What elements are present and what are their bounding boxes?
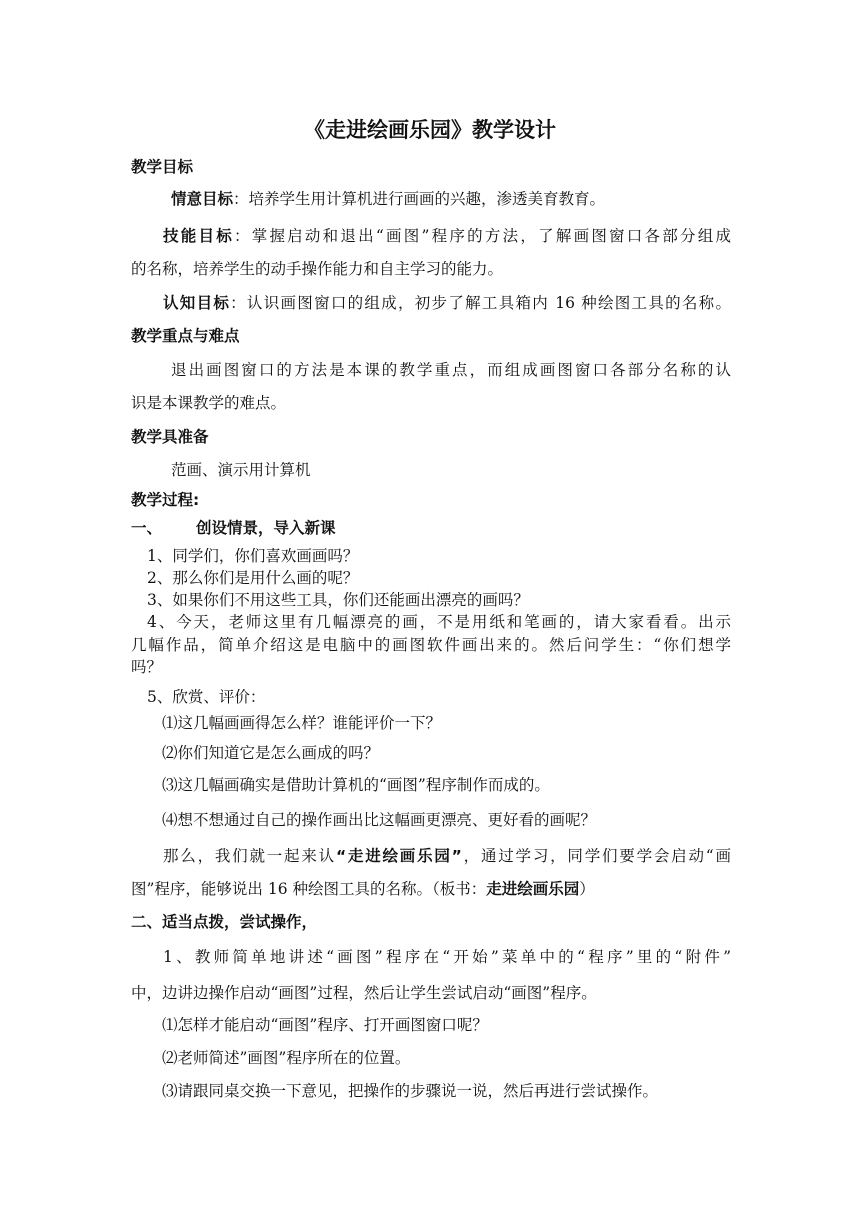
key-points-line2: 识是本课教学的难点。 bbox=[131, 394, 287, 412]
heading-process: 教学过程: bbox=[131, 491, 200, 509]
key-points-line1: 退出画图窗口的方法是本课的教学重点，而组成画图窗口各部分名称的认 bbox=[171, 361, 731, 379]
goal-cognitive bbox=[163, 292, 731, 314]
part1-sub-3: ⑶这几幅画确实是借助计算机的“画图”程序制作而成的。 bbox=[162, 776, 550, 794]
part2-sub-1: ⑴怎样才能启动“画图”程序、打开画图窗口呢？ bbox=[162, 1016, 488, 1034]
goal-emotional-text: ：培养学生用计算机进行画画的兴趣，渗透美育教育。 bbox=[233, 190, 606, 208]
goal-skill-text-a: ：掌握启动和退出“画图”程序的方法，了解画图窗口各部分组成 bbox=[233, 227, 731, 245]
part1-sub-4: ⑷想不想通过自己的操作画出比这幅画更漂亮、更好看的画呢？ bbox=[162, 811, 597, 829]
part1-conclusion-line2 bbox=[131, 878, 731, 900]
part1-heading bbox=[131, 517, 731, 539]
part2-sub-2: ⑵老师简述”画图”程序所在的位置。 bbox=[162, 1049, 411, 1067]
part1-item-4-line3: 吗？ bbox=[131, 658, 163, 676]
conclusion-text-3: 图”程序，能够说出 16 种绘图工具的名称。（板书： bbox=[131, 880, 487, 898]
goal-skill-label: 技能目标 bbox=[163, 227, 234, 245]
part1-item-4-line2: 几幅作品，简单介绍这是电脑中的画图软件画出来的。然后问学生：“你们想学 bbox=[131, 636, 731, 654]
part2-item-1-line2: 中，边讲边操作启动“画图”过程，然后让学生尝试启动“画图”程序。 bbox=[131, 984, 597, 1002]
preparation-text: 范画、演示用计算机 bbox=[171, 461, 311, 479]
goal-emotional-label: 情意目标 bbox=[171, 190, 234, 208]
part2-sub-3: ⑶请跟同桌交换一下意见，把操作的步骤说一说，然后再进行尝试操作。 bbox=[162, 1082, 659, 1100]
goal-cognitive-label: 认知目标 bbox=[163, 294, 231, 312]
conclusion-bold-2: 走进绘画乐园 bbox=[486, 880, 580, 898]
conclusion-bold-1: “走进绘画乐园” bbox=[335, 847, 462, 865]
part1-item-2: 2、那么你们是用什么画的呢？ bbox=[147, 569, 359, 587]
part1-sub-1: ⑴这几幅画画得怎么样？谁能评价一下？ bbox=[162, 714, 442, 732]
part1-item-3: 3、如果你们不用这些工具，你们还能画出漂亮的画吗？ bbox=[147, 591, 529, 609]
heading-teaching-goals: 教学目标 bbox=[131, 158, 194, 176]
goal-cognitive-text: ：认识画图窗口的组成，初步了解工具箱内 16 种绘图工具的名称。 bbox=[230, 294, 731, 312]
part1-item-1: 1、同学们，你们喜欢画画吗？ bbox=[147, 547, 359, 565]
heading-key-points: 教学重点与难点 bbox=[131, 327, 240, 345]
goal-skill-line2: 的名称，培养学生的动手操作能力和自主学习的能力。 bbox=[131, 260, 504, 278]
part2-heading: 二、适当点拨，尝试操作， bbox=[131, 913, 318, 931]
heading-preparation: 教学具准备 bbox=[131, 428, 209, 446]
part1-conclusion-line1 bbox=[163, 845, 731, 867]
conclusion-text-4: ） bbox=[579, 880, 595, 898]
part1-item-4-line1: 4、今天，老师这里有几幅漂亮的画，不是用纸和笔画的，请大家看看。出示 bbox=[147, 613, 731, 631]
part1-title: 创设情景，导入新课 bbox=[196, 519, 336, 537]
goal-skill-line1 bbox=[163, 225, 731, 247]
part1-sub-2: ⑵你们知道它是怎么画成的吗？ bbox=[162, 744, 380, 762]
part1-item-5: 5、欣赏、评价： bbox=[147, 688, 266, 706]
conclusion-text-2: ，通过学习，同学们要学会启动“画 bbox=[461, 847, 731, 865]
part2-item-1-line1: 1、教师简单地讲述“画图”程序在“开始”菜单中的“程序”里的“附件” bbox=[163, 948, 731, 966]
part1-number: 一、 bbox=[131, 519, 163, 537]
document-title: 《走进绘画乐园》教学设计 bbox=[304, 118, 556, 142]
conclusion-text-1: 那么，我们就一起来认 bbox=[163, 847, 336, 865]
goal-emotional bbox=[171, 188, 731, 210]
